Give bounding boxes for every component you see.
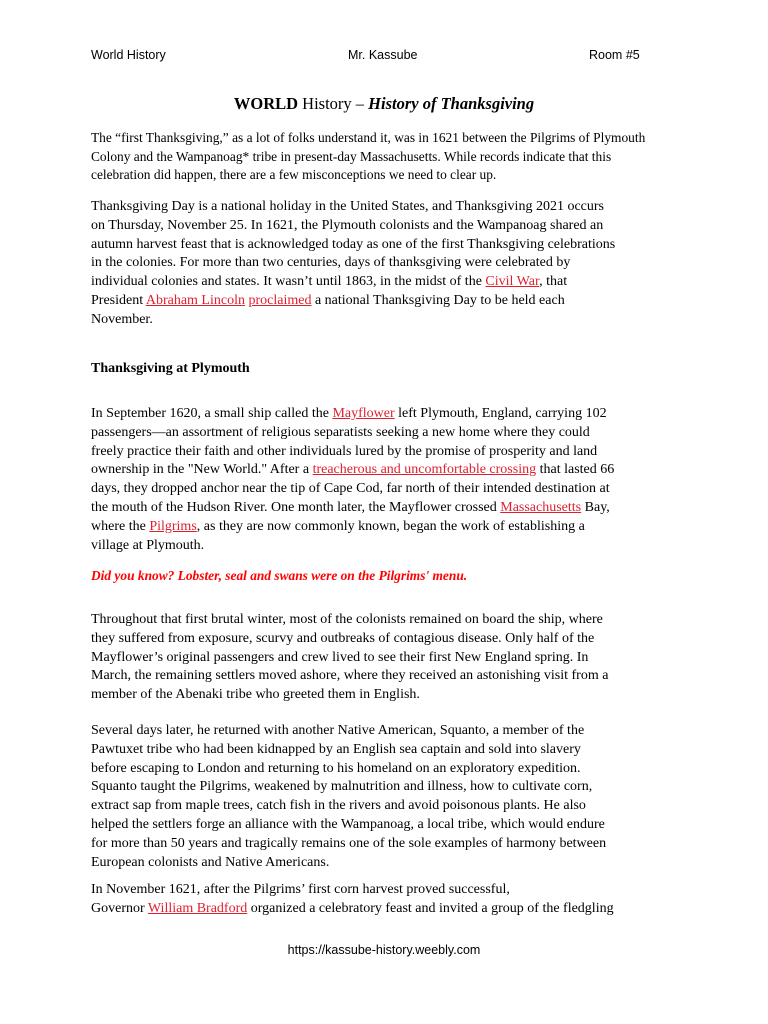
- text-span: a national Thanksgiving Day to be held each: [311, 292, 565, 308]
- link-abraham-lincoln[interactable]: Abraham Lincoln: [145, 292, 245, 308]
- link-pilgrims[interactable]: Pilgrims: [149, 518, 197, 534]
- text-line: November.: [91, 311, 153, 327]
- text-line: Mayflower’s original passengers and crew lived to see their first New England spring. In: [91, 649, 589, 665]
- text-line: days, they dropped anchor near the tip of Cape Cod, far north of their intended destination at: [91, 481, 610, 497]
- link-treacherous-crossing[interactable]: treacherous and uncomfortable crossing: [312, 462, 537, 478]
- text-line: The “first Thanksgiving,” as a lot of folks understand it, was in 1621 between the Pilgrims of Plymouth: [91, 130, 646, 145]
- text-span: Governor: [91, 900, 148, 916]
- text-span: individual colonies and states. It wasn’t until 1863, in the midst of the: [91, 274, 486, 290]
- text-line: Squanto taught the Pilgrims, weakened by malnutrition and illness, how to cultivate corn,: [91, 779, 593, 795]
- page-title: [0, 93, 768, 115]
- title-subject: History of Thanksgiving: [368, 94, 535, 113]
- text-line: Pawtuxet tribe who had been kidnapped by an English sea captain and sold into slavery: [91, 741, 581, 757]
- text-span: where the: [91, 518, 150, 534]
- text-line: village at Plymouth.: [91, 537, 205, 553]
- text-line: Throughout that first brutal winter, most of the colonists remained on board the ship, where: [91, 612, 603, 627]
- first-winter-paragraph: [91, 611, 683, 705]
- text-line: Colony and the Wampanoag* tribe in present-day Massachusetts. While records indicate that this: [91, 148, 612, 164]
- header-room: Room #5: [589, 48, 640, 62]
- did-you-know-callout: Did you know? Lobster, seal and swans were on the Pilgrims' menu.: [91, 568, 468, 583]
- text-span: left Plymouth, England, carrying 102: [394, 406, 607, 421]
- link-massachusetts[interactable]: Massachusetts: [500, 499, 582, 515]
- link-civil-war[interactable]: Civil War: [485, 274, 540, 290]
- text-span: that lasted 66: [536, 462, 615, 478]
- text-line: [91, 292, 683, 311]
- text-line: member of the Abenaki tribe who greeted them in English.: [91, 687, 420, 703]
- link-william-bradford[interactable]: William Bradford: [147, 900, 248, 916]
- thanksgiving-day-paragraph: [91, 198, 683, 330]
- section-heading: Thanksgiving at Plymouth: [91, 361, 250, 376]
- footer-url: https://kassube-history.weebly.com: [287, 943, 481, 957]
- text-line: In November 1621, after the Pilgrims’ first corn harvest proved successful,: [91, 882, 510, 897]
- text-line: before escaping to London and returning to his homeland on an exploratory expedition.: [91, 760, 581, 776]
- squanto-paragraph: [91, 722, 683, 872]
- text-line: [91, 461, 683, 480]
- text-span: , as they are now commonly known, began the work of establishing a: [196, 518, 585, 534]
- text-line: they suffered from exposure, scurvy and outbreaks of contagious disease. Only half of the: [91, 630, 595, 646]
- text-line: for more than 50 years and tragically remains one of the sole examples of harmony between: [91, 835, 607, 851]
- text-span: ownership in the "New World." After a: [91, 462, 313, 478]
- text-line: [91, 900, 683, 919]
- text-span: President: [91, 292, 146, 308]
- feast-paragraph: [91, 881, 683, 919]
- text-line: extract sap from maple trees, catch fish in the rivers and avoid poisonous plants. He also: [91, 798, 586, 814]
- text-line: March, the remaining settlers moved ashore, where they received an astonishing visit from a: [91, 668, 609, 684]
- text-line: in the colonies. For more than two centuries, days of thanksgiving were celebrated by: [91, 255, 571, 271]
- text-line: European colonists and Native Americans.: [91, 854, 330, 870]
- text-line: Thanksgiving Day is a national holiday in the United States, and Thanksgiving 2021 occurs: [91, 199, 604, 214]
- text-line: autumn harvest feast that is acknowledged today as one of the first Thanksgiving celebrations: [91, 236, 616, 252]
- text-line: Several days later, he returned with another Native American, Squanto, a member of the: [91, 723, 585, 738]
- plymouth-paragraph: [91, 405, 683, 555]
- text-line: [91, 499, 683, 518]
- intro-paragraph: [91, 129, 683, 185]
- text-line: passengers—an assortment of religious separatists seeking a new home where they could: [91, 424, 590, 440]
- text-line: helped the settlers forge an alliance with the Wampanoag, a local tribe, which would endure: [91, 816, 605, 832]
- text-span: Bay,: [581, 499, 610, 515]
- text-span: organized a celebratory feast and invited a group of the fledgling: [247, 900, 614, 916]
- title-world: WORLD: [233, 94, 299, 113]
- link-mayflower[interactable]: Mayflower: [332, 406, 395, 421]
- header-teacher: Mr. Kassube: [348, 48, 418, 62]
- text-line: on Thursday, November 25. In 1621, the Plymouth colonists and the Wampanoag shared an: [91, 217, 604, 233]
- title-history: History –: [298, 94, 369, 113]
- text-span: , that: [539, 274, 568, 290]
- text-line: [91, 273, 683, 292]
- header-course: World History: [91, 48, 166, 62]
- link-proclaimed[interactable]: proclaimed: [248, 292, 312, 308]
- text-span: the mouth of the Hudson River. One month later, the Mayflower crossed: [91, 499, 501, 515]
- text-line: [91, 518, 683, 537]
- text-line: celebration did happen, there are a few misconceptions we need to clear up.: [91, 167, 497, 182]
- text-line: [91, 405, 683, 424]
- text-span: In September 1620, a small ship called the: [91, 406, 333, 421]
- text-line: freely practice their faith and other individuals lured by the promise of prosperity and land: [91, 443, 598, 459]
